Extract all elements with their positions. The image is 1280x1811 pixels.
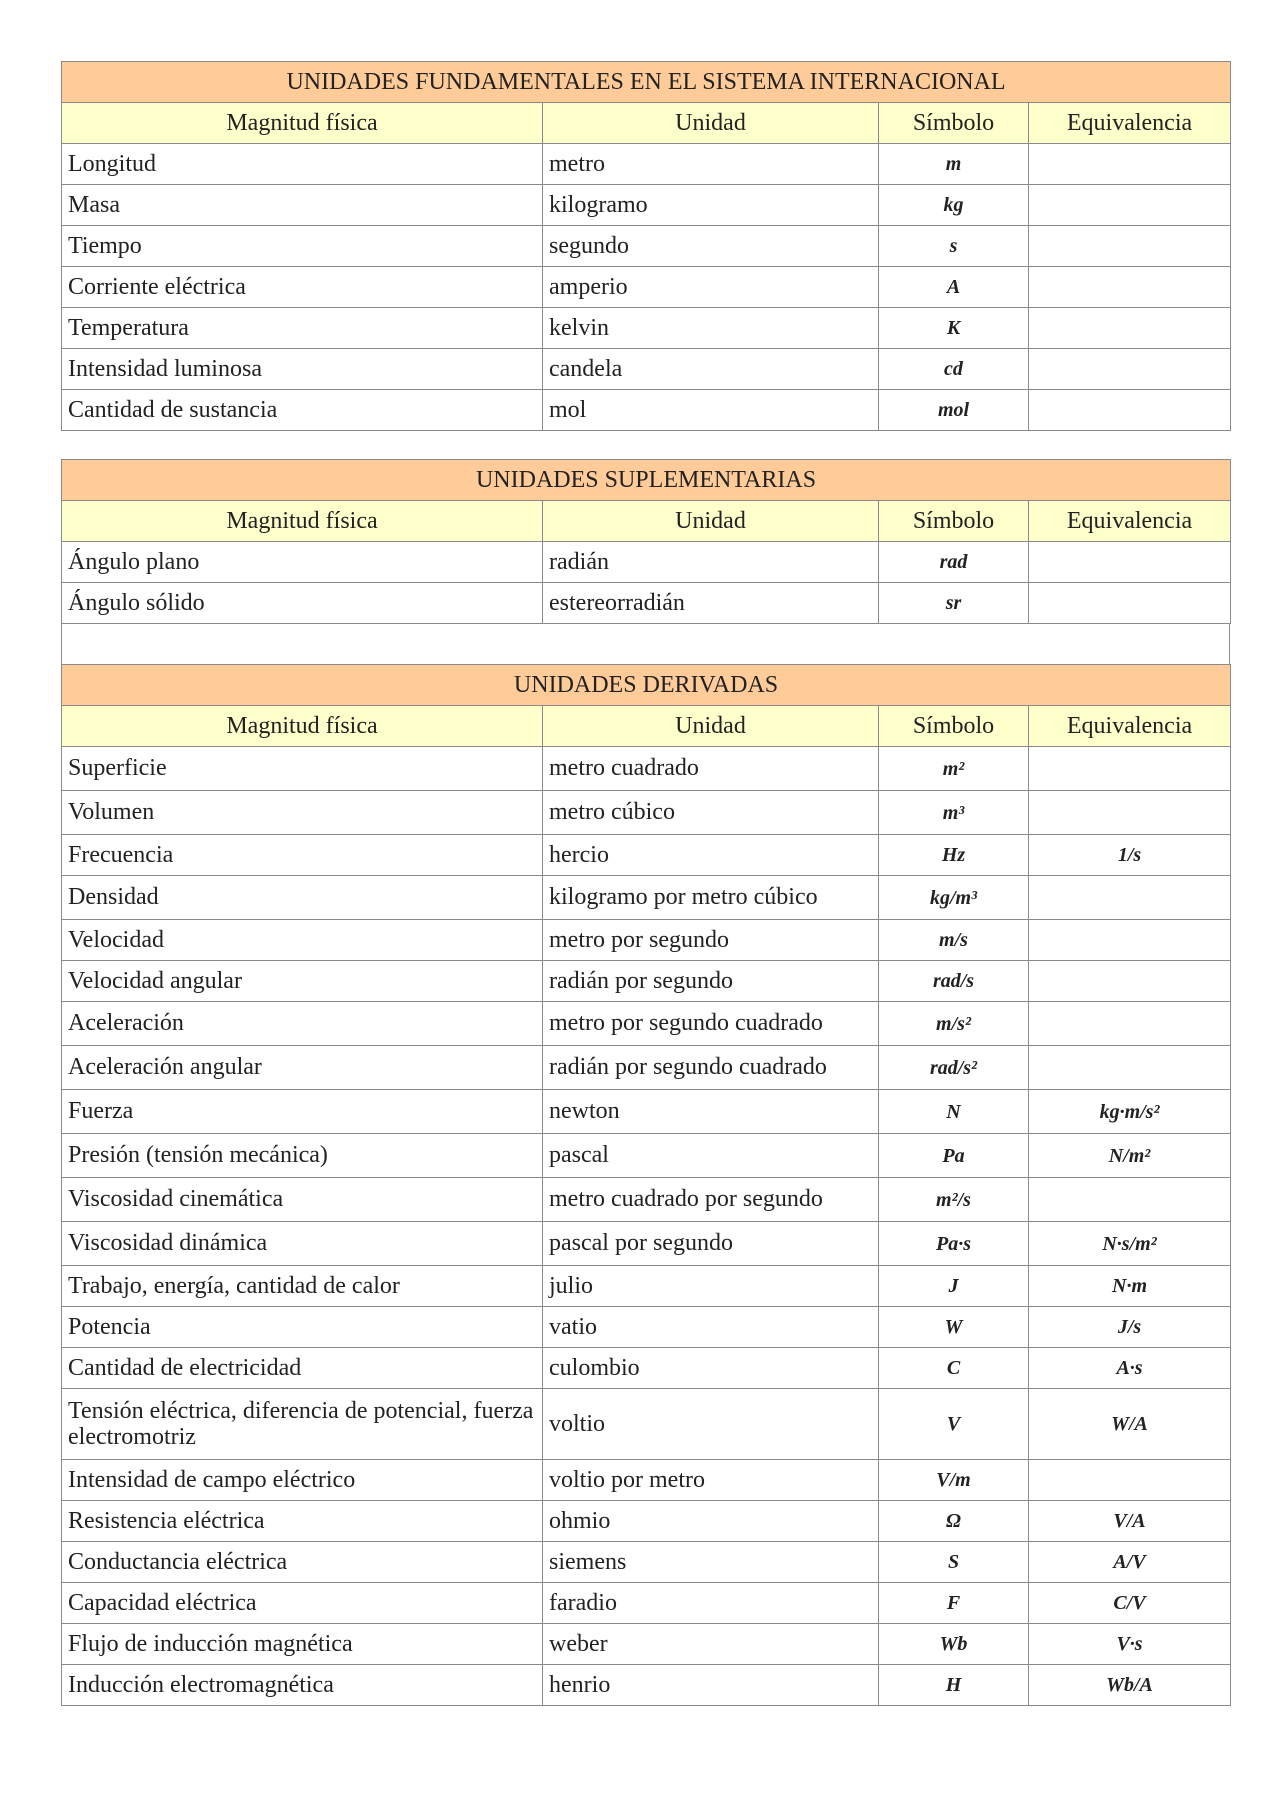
cell-simbolo: m²/s — [879, 1178, 1029, 1222]
cell-unidad: metro por segundo — [543, 920, 879, 961]
col-header-magnitud: Magnitud física — [62, 706, 543, 747]
table-row — [62, 1460, 1231, 1501]
section-title: UNIDADES FUNDAMENTALES EN EL SISTEMA INTERNACIONAL — [62, 62, 1231, 103]
col-header-unidad: Unidad — [543, 501, 879, 542]
cell-unidad: metro por segundo cuadrado — [543, 1002, 879, 1046]
cell-equivalencia — [1029, 144, 1231, 185]
cell-simbolo: Ω — [879, 1501, 1029, 1542]
cell-unidad: metro cuadrado por segundo — [543, 1178, 879, 1222]
cell-magnitud: Volumen — [62, 791, 543, 835]
table-row — [62, 1046, 1231, 1090]
cell-unidad: hercio — [543, 835, 879, 876]
table-row — [62, 308, 1231, 349]
cell-magnitud: Resistencia eléctrica — [62, 1501, 543, 1542]
table-row — [62, 1090, 1231, 1134]
cell-simbolo: kg/m³ — [879, 876, 1029, 920]
cell-simbolo: S — [879, 1542, 1029, 1583]
col-header-equivalencia: Equivalencia — [1029, 103, 1231, 144]
cell-equivalencia: W/A — [1029, 1389, 1231, 1460]
table-row — [62, 1542, 1231, 1583]
cell-equivalencia: A·s — [1029, 1348, 1231, 1389]
table-row — [62, 349, 1231, 390]
cell-simbolo: Wb — [879, 1624, 1029, 1665]
cell-unidad: siemens — [543, 1542, 879, 1583]
supplementary-units-table — [61, 459, 1231, 624]
table-row — [62, 390, 1231, 431]
cell-simbolo: A — [879, 267, 1029, 308]
cell-simbolo: H — [879, 1665, 1029, 1706]
cell-unidad: kilogramo — [543, 185, 879, 226]
col-header-unidad: Unidad — [543, 103, 879, 144]
col-header-simbolo: Símbolo — [879, 103, 1029, 144]
cell-simbolo: V — [879, 1389, 1029, 1460]
cell-unidad: kelvin — [543, 308, 879, 349]
cell-simbolo: s — [879, 226, 1029, 267]
cell-equivalencia: N·m — [1029, 1266, 1231, 1307]
col-header-equivalencia: Equivalencia — [1029, 706, 1231, 747]
table-row — [62, 747, 1231, 791]
cell-magnitud: Aceleración angular — [62, 1046, 543, 1090]
table-row — [62, 920, 1231, 961]
cell-equivalencia: kg·m/s² — [1029, 1090, 1231, 1134]
table-row — [62, 185, 1231, 226]
cell-simbolo: mol — [879, 390, 1029, 431]
cell-simbolo: sr — [879, 583, 1029, 624]
cell-magnitud: Aceleración — [62, 1002, 543, 1046]
fundamental-units-table — [61, 61, 1231, 431]
cell-simbolo: m/s — [879, 920, 1029, 961]
cell-unidad: henrio — [543, 1665, 879, 1706]
cell-unidad: candela — [543, 349, 879, 390]
cell-unidad: vatio — [543, 1307, 879, 1348]
derived-units-table — [61, 664, 1231, 1706]
table-row — [62, 226, 1231, 267]
table-row — [62, 1348, 1231, 1389]
cell-magnitud: Ángulo sólido — [62, 583, 543, 624]
cell-simbolo: N — [879, 1090, 1029, 1134]
cell-equivalencia — [1029, 961, 1231, 1002]
cell-simbolo: rad/s² — [879, 1046, 1029, 1090]
cell-unidad: newton — [543, 1090, 879, 1134]
cell-equivalencia — [1029, 1046, 1231, 1090]
cell-equivalencia: 1/s — [1029, 835, 1231, 876]
cell-unidad: culombio — [543, 1348, 879, 1389]
cell-simbolo: Pa — [879, 1134, 1029, 1178]
cell-equivalencia: V·s — [1029, 1624, 1231, 1665]
cell-magnitud: Intensidad de campo eléctrico — [62, 1460, 543, 1501]
cell-simbolo: cd — [879, 349, 1029, 390]
cell-equivalencia — [1029, 349, 1231, 390]
table-row — [62, 267, 1231, 308]
cell-unidad: amperio — [543, 267, 879, 308]
table-row — [62, 961, 1231, 1002]
section-title: UNIDADES SUPLEMENTARIAS — [62, 460, 1231, 501]
col-header-magnitud: Magnitud física — [62, 103, 543, 144]
cell-unidad: metro cuadrado — [543, 747, 879, 791]
cell-unidad: ohmio — [543, 1501, 879, 1542]
cell-simbolo: kg — [879, 185, 1029, 226]
cell-simbolo: rad/s — [879, 961, 1029, 1002]
cell-equivalencia — [1029, 390, 1231, 431]
cell-magnitud: Flujo de inducción magnética — [62, 1624, 543, 1665]
table-row — [62, 1222, 1231, 1266]
cell-magnitud: Superficie — [62, 747, 543, 791]
cell-simbolo: C — [879, 1348, 1029, 1389]
cell-simbolo: W — [879, 1307, 1029, 1348]
cell-unidad: radián — [543, 542, 879, 583]
cell-equivalencia: J/s — [1029, 1307, 1231, 1348]
cell-unidad: pascal por segundo — [543, 1222, 879, 1266]
col-header-simbolo: Símbolo — [879, 706, 1029, 747]
cell-unidad: weber — [543, 1624, 879, 1665]
cell-equivalencia: V/A — [1029, 1501, 1231, 1542]
cell-unidad: metro — [543, 144, 879, 185]
table-row — [62, 1266, 1231, 1307]
cell-unidad: metro cúbico — [543, 791, 879, 835]
cell-equivalencia — [1029, 185, 1231, 226]
table-row — [62, 1307, 1231, 1348]
table-row — [62, 542, 1231, 583]
cell-simbolo: K — [879, 308, 1029, 349]
cell-simbolo: V/m — [879, 1460, 1029, 1501]
cell-magnitud: Velocidad — [62, 920, 543, 961]
table-row — [62, 791, 1231, 835]
cell-unidad: voltio por metro — [543, 1460, 879, 1501]
cell-unidad: faradio — [543, 1583, 879, 1624]
cell-equivalencia — [1029, 876, 1231, 920]
cell-equivalencia — [1029, 1178, 1231, 1222]
cell-magnitud: Viscosidad cinemática — [62, 1178, 543, 1222]
cell-equivalencia — [1029, 920, 1231, 961]
table-row — [62, 1583, 1231, 1624]
cell-magnitud: Conductancia eléctrica — [62, 1542, 543, 1583]
cell-equivalencia: N/m² — [1029, 1134, 1231, 1178]
cell-simbolo: Hz — [879, 835, 1029, 876]
cell-equivalencia — [1029, 1002, 1231, 1046]
cell-unidad: radián por segundo cuadrado — [543, 1046, 879, 1090]
spacer — [61, 624, 1230, 664]
cell-simbolo: J — [879, 1266, 1029, 1307]
cell-magnitud: Masa — [62, 185, 543, 226]
cell-magnitud: Temperatura — [62, 308, 543, 349]
cell-equivalencia — [1029, 308, 1231, 349]
cell-magnitud: Capacidad eléctrica — [62, 1583, 543, 1624]
cell-unidad: voltio — [543, 1389, 879, 1460]
cell-equivalencia: C/V — [1029, 1583, 1231, 1624]
cell-magnitud: Presión (tensión mecánica) — [62, 1134, 543, 1178]
cell-equivalencia — [1029, 542, 1231, 583]
cell-simbolo: m³ — [879, 791, 1029, 835]
spacer — [61, 431, 1230, 459]
col-header-equivalencia: Equivalencia — [1029, 501, 1231, 542]
cell-simbolo: m — [879, 144, 1029, 185]
cell-unidad: estereorradián — [543, 583, 879, 624]
cell-magnitud: Cantidad de electricidad — [62, 1348, 543, 1389]
cell-simbolo: F — [879, 1583, 1029, 1624]
cell-unidad: julio — [543, 1266, 879, 1307]
cell-unidad: mol — [543, 390, 879, 431]
cell-equivalencia — [1029, 226, 1231, 267]
cell-magnitud: Densidad — [62, 876, 543, 920]
cell-magnitud: Ángulo plano — [62, 542, 543, 583]
cell-equivalencia — [1029, 1460, 1231, 1501]
table-row — [62, 1134, 1231, 1178]
cell-unidad: segundo — [543, 226, 879, 267]
table-row — [62, 835, 1231, 876]
cell-simbolo: rad — [879, 542, 1029, 583]
table-row — [62, 1665, 1231, 1706]
col-header-simbolo: Símbolo — [879, 501, 1029, 542]
cell-magnitud: Tiempo — [62, 226, 543, 267]
table-row — [62, 583, 1231, 624]
cell-equivalencia: Wb/A — [1029, 1665, 1231, 1706]
cell-unidad: kilogramo por metro cúbico — [543, 876, 879, 920]
cell-simbolo: Pa·s — [879, 1222, 1029, 1266]
cell-equivalencia: N·s/m² — [1029, 1222, 1231, 1266]
table-row — [62, 144, 1231, 185]
cell-simbolo: m² — [879, 747, 1029, 791]
cell-unidad: radián por segundo — [543, 961, 879, 1002]
cell-unidad: pascal — [543, 1134, 879, 1178]
cell-equivalencia — [1029, 267, 1231, 308]
col-header-magnitud: Magnitud física — [62, 501, 543, 542]
cell-magnitud: Cantidad de sustancia — [62, 390, 543, 431]
cell-magnitud: Inducción electromagnética — [62, 1665, 543, 1706]
table-row — [62, 1501, 1231, 1542]
cell-equivalencia — [1029, 791, 1231, 835]
col-header-unidad: Unidad — [543, 706, 879, 747]
table-row — [62, 1178, 1231, 1222]
cell-magnitud: Trabajo, energía, cantidad de calor — [62, 1266, 543, 1307]
cell-equivalencia — [1029, 747, 1231, 791]
units-sheet — [61, 61, 1230, 1706]
cell-magnitud: Intensidad luminosa — [62, 349, 543, 390]
cell-magnitud: Potencia — [62, 1307, 543, 1348]
cell-magnitud: Velocidad angular — [62, 961, 543, 1002]
cell-magnitud: Corriente eléctrica — [62, 267, 543, 308]
cell-magnitud: Fuerza — [62, 1090, 543, 1134]
cell-magnitud: Frecuencia — [62, 835, 543, 876]
table-row — [62, 876, 1231, 920]
cell-equivalencia — [1029, 583, 1231, 624]
table-row — [62, 1389, 1231, 1460]
cell-magnitud: Longitud — [62, 144, 543, 185]
table-row — [62, 1002, 1231, 1046]
cell-simbolo: m/s² — [879, 1002, 1029, 1046]
cell-magnitud: Tensión eléctrica, diferencia de potencial, fuerza electromotriz — [62, 1389, 543, 1460]
table-row — [62, 1624, 1231, 1665]
cell-equivalencia: A/V — [1029, 1542, 1231, 1583]
section-title: UNIDADES DERIVADAS — [62, 665, 1231, 706]
cell-magnitud: Viscosidad dinámica — [62, 1222, 543, 1266]
